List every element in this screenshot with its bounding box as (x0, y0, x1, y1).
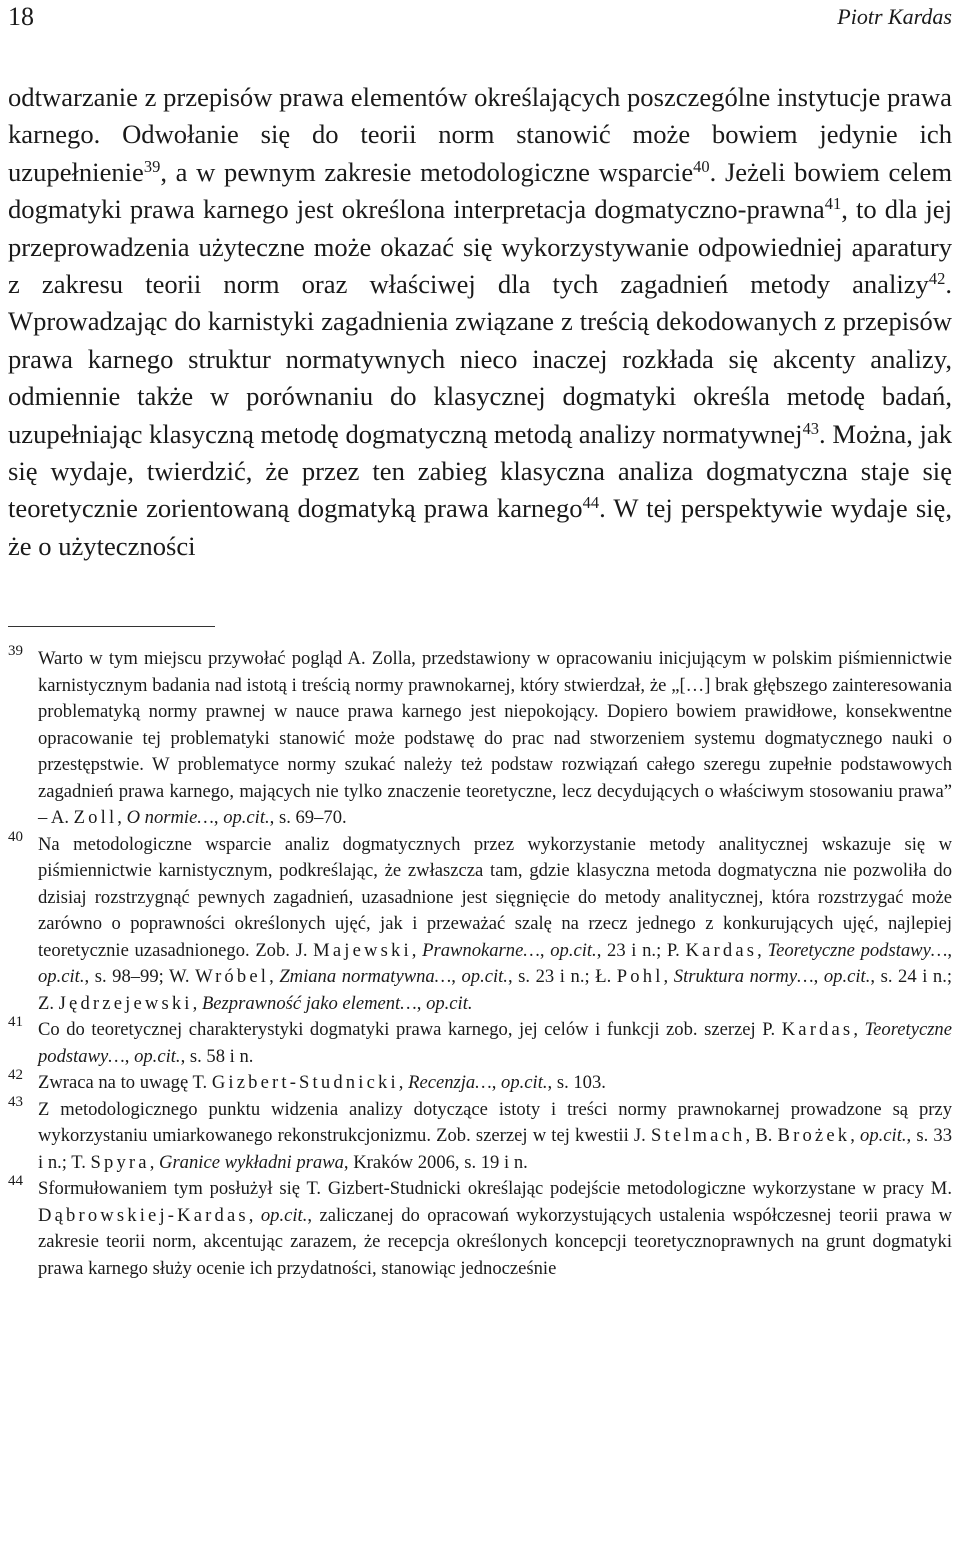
footnote-text: , (451, 966, 462, 987)
footnote-text: Z metodologicznego punktu widzenia analizy dotyczące istoty i treści normy prawnokarnej prowadzone są przy wykorzystaniu umiarkowanego rekonstrukcjonizmu. Zob. szerzej w tej kwestii J. (38, 1098, 952, 1146)
footnote-text: , (663, 966, 674, 987)
footnote-44 (8, 1173, 953, 1282)
footnote-ref-44[interactable]: 44 (582, 493, 600, 513)
footnote-text: Na metodologiczne wsparcie analiz dogmatycznych przez wykorzystanie metody analitycznej wskazuje się w piśmiennictwie karnistycznym, podkreślając, że zwłaszcza tam, gdzie klasyczna metoda dogmatyczna nie pozwoliła do dzisiaj rozstrzygnąć pewnych zagadnień, uzasadnione jest sięgnięcie do metody analitycznej, która rozstrzygać może zarówno o poprawności określonych ujęć, jak i przeważać szalę na rzecz jednego z konkurujących ujęć, najlepiej teoretycznie uzasadnionego. Zob. J. (38, 833, 952, 961)
footnote-text: , (757, 939, 768, 961)
citation-opcit: op.cit. (223, 807, 270, 828)
footnote-text: , 23 i n.; P. (596, 939, 686, 961)
footnote-text: , (411, 939, 423, 961)
footnote-text: , s. 33 i n.; T. (38, 1125, 952, 1173)
footnotes-section (8, 643, 953, 1282)
footnote-text: , B. (745, 1125, 778, 1146)
author-name: Jędrzejewski (58, 992, 193, 1014)
footnote-text: , (853, 1019, 865, 1040)
footnote-ref-40[interactable]: 40 (693, 156, 710, 176)
body-text-segment: , to dla jej przeprowadzenia użyteczne może okazać się wykorzystywanie odpowiedniej aparatury z zakresu teorii norm oraz właściwej dla tych zagadnień metody analizy (8, 194, 952, 300)
footnote-text: , (213, 807, 224, 828)
citation-title: Prawnokarne… (422, 939, 540, 961)
running-head-author: Piotr Kardas (837, 4, 952, 29)
author-name: Majewski (313, 939, 412, 961)
body-text-segment: . Wprowadzając do karnistyki zagadnienia związane z treścią dekodowanych z przepisów prawa karnego struktur normatywnych nieco inaczej rozkłada się akcenty analizy, odmiennie także w porównaniu do klasycznej dogmatyki określa metodę badań, uzupełniając klasyczną metodę dogmatyczną metodą analizy normatywnej (8, 269, 952, 449)
footnote-number: 40 (8, 828, 23, 845)
footnote-number: 41 (8, 1014, 23, 1030)
footnote-number: 43 (8, 1093, 23, 1110)
body-text-segment: , a w pewnym zakresie metodologiczne wsparcie (160, 156, 694, 187)
footnote-text: , (947, 939, 953, 961)
footnote-text: , (248, 1204, 261, 1226)
citation-opcit: op.cit. (426, 992, 473, 1014)
citation-opcit: op.cit. (823, 966, 871, 987)
footnote-number: 42 (8, 1067, 23, 1083)
footnote-text: , (124, 1045, 135, 1067)
citation-opcit: op.cit. (461, 966, 508, 987)
citation-opcit: op.cit. (860, 1125, 907, 1146)
footnote-ref-43[interactable]: 43 (802, 418, 820, 438)
footnote-text: , (117, 807, 127, 828)
citation-title: Bezprawność jako element… (201, 992, 417, 1014)
footnote-text: , Kraków 2006, s. 19 i n. (343, 1151, 528, 1173)
footnote-41 (8, 1014, 952, 1070)
author-name: Zoll (73, 807, 118, 828)
page-number: 18 (8, 2, 34, 31)
author-name: Kardas (685, 939, 758, 961)
footnote-text: , (398, 1072, 409, 1093)
author-name: Spyra (90, 1151, 150, 1173)
citation-title: Zmiana normatywna… (279, 966, 452, 987)
main-body-text (8, 79, 952, 565)
author-name: Stelmach (650, 1125, 746, 1146)
citation-opcit: op.cit. (38, 966, 85, 987)
footnote-ref-39[interactable]: 39 (143, 156, 161, 176)
footnote-text: , s. 58 i n. (180, 1045, 254, 1067)
footnote-ref-41[interactable]: 41 (824, 194, 842, 214)
footnote-text: , s. 98–99; W. (84, 966, 196, 987)
citation-title: Teoretyczne podstawy… (767, 939, 948, 961)
citation-title: O normie… (126, 807, 214, 828)
author-name: Brożek (777, 1125, 851, 1146)
author-name: Wróbel (195, 966, 270, 987)
citation-title: Struktura normy… (673, 966, 814, 987)
author-name: Kardas (781, 1019, 854, 1040)
footnote-text: , s. 103. (547, 1072, 606, 1093)
footnote-text: Zwraca na to uwagę T. (38, 1072, 212, 1093)
author-name: Gizbert-Studnicki (211, 1072, 399, 1093)
footnote-text: Co do teoretycznej charakterystyki dogmatyki prawa karnego, jej celów i funkcji zob. szerzej P. (38, 1019, 782, 1040)
footnote-text: Sformułowaniem tym posłużył się T. Gizbert-Studnicki określając podejście metodologiczne wykorzystane w pracy M. (38, 1178, 952, 1199)
citation-opcit: op.cit. (134, 1045, 181, 1067)
footnote-text: Warto w tym miejscu przywołać pogląd A. Zolla, przedstawiony w opracowaniu inicjującym w polskim piśmiennictwie karnistycznym badania nad istotą i treścią normy prawnokarnej, który stwierdzał, że „[…] brak głębszego zainteresowania problematyką normy prawnej w nauce prawa karnego jest niepokojący. Dopiero bowiem prawidłowe, konsekwentne opracowanie tej problematyki stanowić może podstawę do prac nad stworzeniem systemu dogmatycznego nauki o przestępstwie. W problematyce normy szukać należy też podstaw rozwiązań całego szeregu zupełnie podstawowych zagadnień prawa karnego, mających nie tylko znaczenie teoretyczne, lecz decydujących o właściwym stosowaniu prawa” – A. (38, 648, 952, 828)
footnote-text: , (539, 939, 551, 961)
citation-opcit: op.cit. (501, 1072, 548, 1093)
citation-opcit: op.cit. (550, 939, 597, 961)
footnote-text: , s. 23 i n.; Ł. (507, 966, 617, 987)
footnote-42 (8, 1067, 952, 1097)
footnote-text: , (491, 1072, 502, 1093)
footnote-text: , (269, 966, 280, 987)
footnote-text: , (416, 992, 427, 1014)
footnote-text: , (813, 966, 824, 987)
page-header (8, 0, 952, 34)
footnote-text: , s. 24 i n.; Z. (38, 966, 953, 1014)
body-text-segment: . Jeżeli bowiem celem dogmatyki prawa karnego jest określona interpretacja dogmatyczno-prawna (8, 156, 953, 225)
footnote-text: , zaliczanej do opracowań wykorzystujących ustalenia współczesnej teorii prawa w zakresie teorii norm, akcentując zarazem, że recepcja określonych koncepcji teoretycznoprawnych na grunt dogmatyki prawa karnego służy ocenie ich przydatności, stanowiąc jednocześnie (38, 1204, 953, 1279)
body-paragraph (8, 79, 952, 565)
body-text-segment: odtwarzanie z przepisów prawa elementów określających poszczególne instytucje prawa karnego. Odwołanie się do teorii norm stanowić może bowiem jedynie ich uzupełnienie (8, 82, 952, 187)
body-text-segment: . Można, jak się wydaje, twierdzić, że przez ten zabieg klasyczna analiza dogmatyczna staje się teoretycznie zorientowaną dogmatyką prawa karnego (8, 418, 952, 524)
footnote-number: 44 (8, 1173, 23, 1189)
footnote-40 (8, 828, 953, 1018)
footnote-text: , (850, 1125, 861, 1146)
footnote-text: , (149, 1151, 160, 1173)
citation-title: Recenzja… (408, 1072, 492, 1093)
footnote-39 (8, 643, 952, 832)
footnote-ref-42[interactable]: 42 (928, 268, 946, 288)
footnote-43 (8, 1093, 952, 1177)
citation-title: Teoretyczne podstawy… (38, 1019, 952, 1067)
citation-title: Granice wykładni prawa (159, 1151, 344, 1173)
footnote-separator (8, 626, 215, 627)
body-text-segment: . W tej perspektywie wydaje się, że o użyteczności (8, 493, 953, 561)
footnote-text: , s. 69–70. (269, 807, 347, 828)
author-name: Pohl (616, 966, 664, 987)
footnote-number: 39 (8, 643, 23, 659)
citation-opcit: op.cit. (260, 1204, 308, 1226)
footnote-text: , (192, 992, 202, 1014)
author-name: Dąbrowskiej-Kardas (38, 1204, 249, 1226)
